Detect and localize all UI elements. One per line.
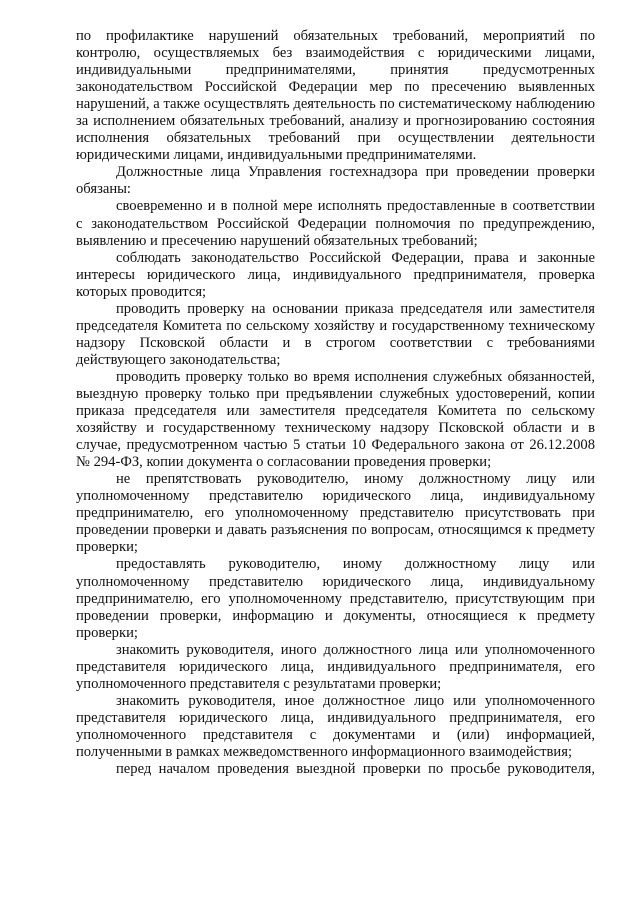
paragraph-duty-acquaint-results: знакомить руководителя, иного должностного лица или уполномоченного представителя юридического лица, индивидуального предпринимателя, его уполномоченного представителя с результатами проверки; [76,641,595,692]
paragraph-before-onsite-inspection: перед началом проведения выездной проверки по просьбе руководителя, [116,761,595,778]
paragraph-duty-provide-info: предоставлять руководителю, иному должностному лицу или уполномоченному представителю юридического лица, индивидуальному предпринимателю, его уполномоченному представителю, присутствующим при проведении проверки, информацию и документы, относящиеся к предмету проверки; [76,556,595,641]
paragraph-duty-not-obstruct: не препятствовать руководителю, иному должностному лицу или уполномоченному представителю юридического лица, индивидуальному предпринимателю, его уполномоченному представителю присутствовать при проведении проверки и давать разъяснения по вопросам, относящимся к предмету проверки; [76,471,595,556]
document-page [76,28,595,778]
paragraph-duty-exercise-powers: своевременно и в полной мере исполнять предоставленные в соответствии [116,198,595,215]
paragraph-duty-acquaint-documents: знакомить руководителя, иное должностное лицо или уполномоченного представителя юридического лица, индивидуального предпринимателя, его уполномоченного представителя с документами и (или) информацией, полученными в рамках межведомственного информационного взаимодействия; [76,692,595,760]
paragraph-officials-obliged: Должностные лица Управления гостехнадзора при проведении проверки обязаны: [76,164,595,198]
paragraph-duty-service-time: проводить проверку только во время исполнения служебных обязанностей, выездную проверку только при предъявлении служебных удостоверений, копии приказа председателя или заместителя председателя Комитета по сельскому хозяйству и государственному техническому надзору Псковской области и в случае, предусмотренном частью 5 статьи 10 Федерального закона от 26.12.2008 № 294-ФЗ, копии документа о согласовании проведения проверки; [76,368,595,471]
paragraph-preventive-measures: по профилактике нарушений обязательных требований, мероприятий по контролю, осуществляемых без взаимодействия с юридическими лицами, индивидуальными предпринимателями, принятия предусмотренных законодательством Российской Федерации мер по пресечению выявленных нарушений, а также осуществлять деятельность по систематическому наблюдению за исполнением обязательных требований, анализу и прогнозированию состояния исполнения обязательных требований при осуществлении деятельности юридическими лицами, индивидуальными предпринимателями. [76,28,595,164]
paragraph-duty-observe-law: соблюдать законодательство Российской Федерации, права и законные интересы юридического лица, индивидуального предпринимателя, проверка которых проводится; [76,249,595,300]
paragraph-duty-exercise-powers-cont: с законодательством Российской Федерации полномочия по предупреждению, выявлению и пресечению нарушений обязательных требований; [76,215,595,249]
paragraph-duty-order-basis: проводить проверку на основании приказа председателя или заместителя председателя Комитета по сельскому хозяйству и государственному техническому надзору Псковской области и в строгом соответствии с требованиями действующего законодательства; [76,300,595,368]
